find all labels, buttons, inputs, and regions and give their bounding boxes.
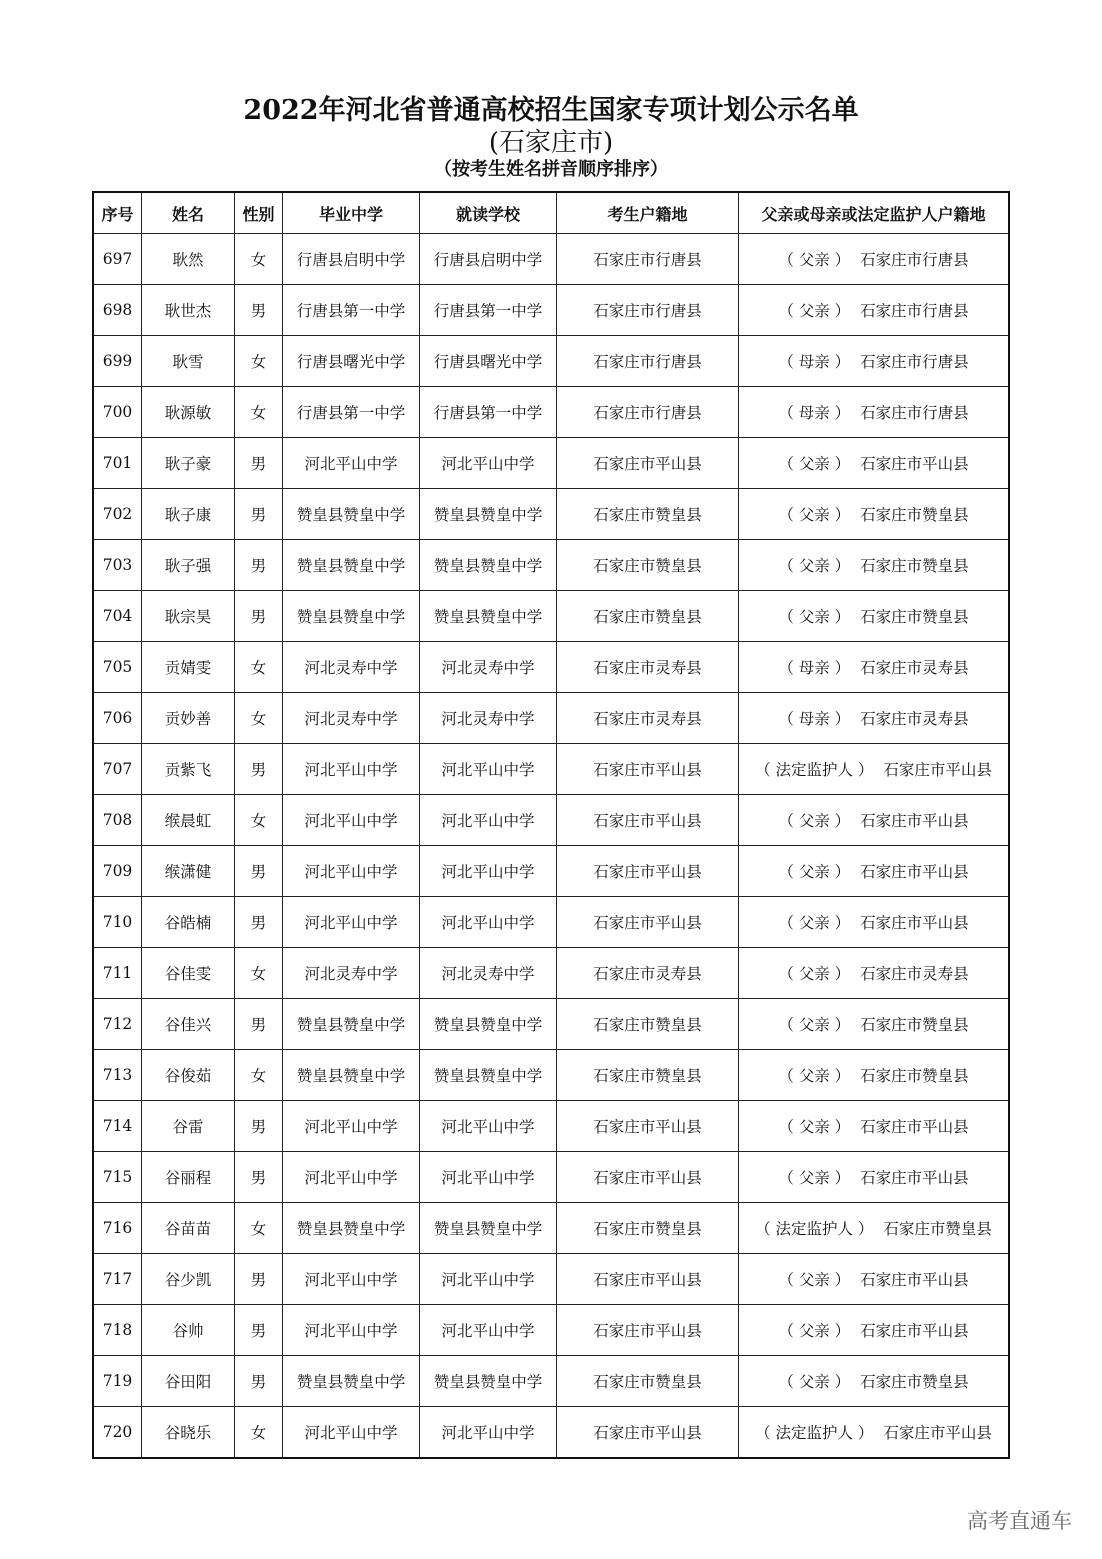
- cell-current-school: 河北平山中学: [420, 795, 557, 846]
- cell-household: 石家庄市赞皇县: [557, 1356, 739, 1407]
- guardian-place: 石家庄市行唐县: [860, 251, 969, 269]
- table-row: [93, 1152, 1009, 1203]
- sort-note: （按考生姓名拼音顺序排序）: [434, 159, 668, 180]
- cell-household: 石家庄市行唐县: [557, 336, 739, 387]
- cell-household: 石家庄市赞皇县: [557, 1203, 739, 1254]
- cell-index: 700: [93, 387, 142, 438]
- cell-index: 698: [93, 285, 142, 336]
- guardian-relation: （ 母亲 ）: [778, 404, 851, 422]
- cell-gender: 女: [235, 387, 283, 438]
- cell-guardian-household: [739, 336, 1010, 387]
- cell-name: 缑潇健: [142, 846, 235, 897]
- cell-graduated-school: 河北平山中学: [283, 1305, 420, 1356]
- guardian-place: 石家庄市赞皇县: [860, 557, 969, 575]
- cell-guardian-household: [739, 744, 1010, 795]
- cell-household: 石家庄市平山县: [557, 744, 739, 795]
- guardian-relation: （ 法定监护人 ）: [755, 1220, 874, 1238]
- cell-name: 耿世杰: [142, 285, 235, 336]
- cell-guardian-household: [739, 591, 1010, 642]
- guardian-relation: （ 父亲 ）: [778, 965, 851, 983]
- cell-graduated-school: 赞皇县赞皇中学: [283, 1050, 420, 1101]
- cell-graduated-school: 河北平山中学: [283, 846, 420, 897]
- guardian-place: 石家庄市灵寿县: [860, 965, 969, 983]
- cell-gender: 男: [235, 846, 283, 897]
- cell-index: 709: [93, 846, 142, 897]
- guardian-place: 石家庄市平山县: [860, 1322, 969, 1340]
- table-row: [93, 744, 1009, 795]
- guardian-relation: （ 父亲 ）: [778, 914, 851, 932]
- cell-index: 711: [93, 948, 142, 999]
- cell-name: 耿子豪: [142, 438, 235, 489]
- cell-gender: 男: [235, 1254, 283, 1305]
- cell-guardian-household: [739, 999, 1010, 1050]
- cell-gender: 男: [235, 1152, 283, 1203]
- cell-current-school: 河北平山中学: [420, 744, 557, 795]
- header-index: 序号: [93, 192, 142, 234]
- cell-name: 耿雪: [142, 336, 235, 387]
- cell-guardian-household: [739, 1101, 1010, 1152]
- guardian-place: 石家庄市平山县: [860, 812, 969, 830]
- guardian-relation: （ 父亲 ）: [778, 1169, 851, 1187]
- cell-graduated-school: 行唐县启明中学: [283, 234, 420, 285]
- header-guardian-household: 父亲或母亲或法定监护人户籍地: [739, 192, 1010, 234]
- cell-graduated-school: 河北灵寿中学: [283, 948, 420, 999]
- table-row: [93, 999, 1009, 1050]
- cell-guardian-household: [739, 234, 1010, 285]
- cell-index: 715: [93, 1152, 142, 1203]
- cell-current-school: 行唐县第一中学: [420, 387, 557, 438]
- table-row: [93, 1305, 1009, 1356]
- cell-name: 谷俊茹: [142, 1050, 235, 1101]
- guardian-place: 石家庄市灵寿县: [860, 659, 969, 677]
- cell-name: 谷少凯: [142, 1254, 235, 1305]
- cell-graduated-school: 河北平山中学: [283, 1407, 420, 1459]
- cell-gender: 男: [235, 1305, 283, 1356]
- table-row: [93, 642, 1009, 693]
- cell-current-school: 赞皇县赞皇中学: [420, 1203, 557, 1254]
- cell-name: 谷帅: [142, 1305, 235, 1356]
- cell-current-school: 赞皇县赞皇中学: [420, 591, 557, 642]
- cell-household: 石家庄市平山县: [557, 1407, 739, 1459]
- cell-household: 石家庄市平山县: [557, 795, 739, 846]
- guardian-place: 石家庄市行唐县: [860, 404, 969, 422]
- table-row: [93, 438, 1009, 489]
- cell-gender: 女: [235, 948, 283, 999]
- table-row: [93, 1101, 1009, 1152]
- guardian-place: 石家庄市平山县: [860, 914, 969, 932]
- cell-index: 706: [93, 693, 142, 744]
- cell-guardian-household: [739, 285, 1010, 336]
- cell-household: 石家庄市行唐县: [557, 285, 739, 336]
- cell-household: 石家庄市赞皇县: [557, 1050, 739, 1101]
- cell-household: 石家庄市赞皇县: [557, 591, 739, 642]
- guardian-relation: （ 母亲 ）: [778, 710, 851, 728]
- cell-guardian-household: [739, 1407, 1010, 1459]
- cell-gender: 男: [235, 438, 283, 489]
- cell-graduated-school: 赞皇县赞皇中学: [283, 591, 420, 642]
- cell-current-school: 赞皇县赞皇中学: [420, 999, 557, 1050]
- cell-gender: 男: [235, 489, 283, 540]
- guardian-relation: （ 父亲 ）: [778, 1271, 851, 1289]
- guardian-place: 石家庄市赞皇县: [860, 1016, 969, 1034]
- cell-current-school: 河北平山中学: [420, 438, 557, 489]
- cell-household: 石家庄市行唐县: [557, 234, 739, 285]
- document-title: 2022年河北省普通高校招生国家专项计划公示名单: [243, 95, 859, 126]
- cell-name: 耿源敏: [142, 387, 235, 438]
- cell-guardian-household: [739, 438, 1010, 489]
- cell-graduated-school: 河北平山中学: [283, 744, 420, 795]
- cell-guardian-household: [739, 1305, 1010, 1356]
- cell-index: 714: [93, 1101, 142, 1152]
- cell-name: 谷晓乐: [142, 1407, 235, 1459]
- cell-gender: 女: [235, 336, 283, 387]
- cell-household: 石家庄市赞皇县: [557, 999, 739, 1050]
- cell-index: 717: [93, 1254, 142, 1305]
- guardian-place: 石家庄市平山县: [883, 761, 992, 779]
- cell-graduated-school: 河北平山中学: [283, 1254, 420, 1305]
- guardian-relation: （ 父亲 ）: [778, 812, 851, 830]
- header-graduated-school: 毕业中学: [283, 192, 420, 234]
- guardian-place: 石家庄市平山县: [860, 1118, 969, 1136]
- table-row: [93, 285, 1009, 336]
- cell-household: 石家庄市赞皇县: [557, 489, 739, 540]
- cell-index: 703: [93, 540, 142, 591]
- guardian-place: 石家庄市平山县: [860, 863, 969, 881]
- guardian-relation: （ 父亲 ）: [778, 1373, 851, 1391]
- cell-index: 705: [93, 642, 142, 693]
- cell-gender: 男: [235, 591, 283, 642]
- cell-guardian-household: [739, 540, 1010, 591]
- table-row: [93, 948, 1009, 999]
- cell-guardian-household: [739, 693, 1010, 744]
- cell-current-school: 行唐县第一中学: [420, 285, 557, 336]
- cell-name: 谷苗苗: [142, 1203, 235, 1254]
- cell-current-school: 行唐县启明中学: [420, 234, 557, 285]
- guardian-place: 石家庄市平山县: [860, 1169, 969, 1187]
- guardian-relation: （ 父亲 ）: [778, 608, 851, 626]
- table-row: [93, 897, 1009, 948]
- cell-current-school: 河北平山中学: [420, 1152, 557, 1203]
- cell-guardian-household: [739, 948, 1010, 999]
- guardian-relation: （ 父亲 ）: [778, 1016, 851, 1034]
- cell-household: 石家庄市平山县: [557, 438, 739, 489]
- cell-guardian-household: [739, 1356, 1010, 1407]
- cell-guardian-household: [739, 1152, 1010, 1203]
- cell-gender: 男: [235, 1101, 283, 1152]
- cell-index: 702: [93, 489, 142, 540]
- cell-index: 704: [93, 591, 142, 642]
- guardian-place: 石家庄市赞皇县: [860, 506, 969, 524]
- cell-current-school: 河北平山中学: [420, 1305, 557, 1356]
- cell-index: 708: [93, 795, 142, 846]
- guardian-place: 石家庄市行唐县: [860, 353, 969, 371]
- cell-gender: 男: [235, 744, 283, 795]
- cell-current-school: 河北平山中学: [420, 897, 557, 948]
- cell-index: 710: [93, 897, 142, 948]
- guardian-relation: （ 父亲 ）: [778, 506, 851, 524]
- cell-gender: 男: [235, 1356, 283, 1407]
- table-row: [93, 795, 1009, 846]
- cell-graduated-school: 河北平山中学: [283, 438, 420, 489]
- document-subtitle: (石家庄市): [488, 128, 614, 158]
- header-name: 姓名: [142, 192, 235, 234]
- cell-gender: 女: [235, 693, 283, 744]
- cell-gender: 男: [235, 999, 283, 1050]
- cell-household: 石家庄市平山县: [557, 1254, 739, 1305]
- cell-graduated-school: 行唐县第一中学: [283, 387, 420, 438]
- guardian-relation: （ 法定监护人 ）: [755, 761, 874, 779]
- cell-graduated-school: 赞皇县赞皇中学: [283, 999, 420, 1050]
- cell-guardian-household: [739, 1203, 1010, 1254]
- cell-gender: 女: [235, 1407, 283, 1459]
- table-row: [93, 846, 1009, 897]
- guardian-place: 石家庄市行唐县: [860, 302, 969, 320]
- table-row: [93, 693, 1009, 744]
- cell-name: 贡妙善: [142, 693, 235, 744]
- applicant-table: [92, 191, 1010, 1459]
- cell-graduated-school: 河北平山中学: [283, 897, 420, 948]
- cell-name: 耿子强: [142, 540, 235, 591]
- table-row: [93, 489, 1009, 540]
- cell-current-school: 行唐县曙光中学: [420, 336, 557, 387]
- table-row: [93, 1050, 1009, 1101]
- cell-current-school: 河北平山中学: [420, 1254, 557, 1305]
- cell-household: 石家庄市灵寿县: [557, 693, 739, 744]
- guardian-relation: （ 父亲 ）: [778, 1067, 851, 1085]
- cell-household: 石家庄市行唐县: [557, 387, 739, 438]
- cell-household: 石家庄市灵寿县: [557, 948, 739, 999]
- guardian-relation: （ 父亲 ）: [778, 1118, 851, 1136]
- cell-index: 716: [93, 1203, 142, 1254]
- cell-current-school: 河北平山中学: [420, 1407, 557, 1459]
- cell-name: 谷丽程: [142, 1152, 235, 1203]
- cell-graduated-school: 赞皇县赞皇中学: [283, 540, 420, 591]
- cell-guardian-household: [739, 489, 1010, 540]
- cell-graduated-school: 行唐县第一中学: [283, 285, 420, 336]
- cell-current-school: 河北平山中学: [420, 846, 557, 897]
- cell-gender: 女: [235, 642, 283, 693]
- cell-index: 697: [93, 234, 142, 285]
- cell-guardian-household: [739, 846, 1010, 897]
- guardian-place: 石家庄市赞皇县: [860, 1373, 969, 1391]
- cell-graduated-school: 河北平山中学: [283, 795, 420, 846]
- cell-household: 石家庄市赞皇县: [557, 540, 739, 591]
- cell-graduated-school: 赞皇县赞皇中学: [283, 1203, 420, 1254]
- cell-name: 耿然: [142, 234, 235, 285]
- guardian-place: 石家庄市赞皇县: [860, 608, 969, 626]
- cell-household: 石家庄市平山县: [557, 897, 739, 948]
- cell-household: 石家庄市平山县: [557, 1101, 739, 1152]
- cell-household: 石家庄市平山县: [557, 846, 739, 897]
- cell-gender: 女: [235, 795, 283, 846]
- guardian-place: 石家庄市平山县: [883, 1424, 992, 1442]
- guardian-place: 石家庄市赞皇县: [860, 1067, 969, 1085]
- cell-current-school: 河北平山中学: [420, 1101, 557, 1152]
- cell-guardian-household: [739, 387, 1010, 438]
- guardian-relation: （ 父亲 ）: [778, 1322, 851, 1340]
- cell-current-school: 赞皇县赞皇中学: [420, 489, 557, 540]
- table-row: [93, 234, 1009, 285]
- cell-gender: 女: [235, 1050, 283, 1101]
- cell-graduated-school: 河北灵寿中学: [283, 693, 420, 744]
- cell-name: 谷田阳: [142, 1356, 235, 1407]
- cell-current-school: 赞皇县赞皇中学: [420, 540, 557, 591]
- cell-name: 谷皓楠: [142, 897, 235, 948]
- cell-index: 720: [93, 1407, 142, 1459]
- guardian-relation: （ 父亲 ）: [778, 302, 851, 320]
- guardian-place: 石家庄市赞皇县: [883, 1220, 992, 1238]
- table-row: [93, 1407, 1009, 1459]
- cell-graduated-school: 赞皇县赞皇中学: [283, 489, 420, 540]
- cell-gender: 男: [235, 897, 283, 948]
- cell-name: 谷佳雯: [142, 948, 235, 999]
- table-header-row: [93, 192, 1009, 234]
- cell-index: 701: [93, 438, 142, 489]
- cell-gender: 女: [235, 234, 283, 285]
- cell-index: 712: [93, 999, 142, 1050]
- cell-current-school: 河北灵寿中学: [420, 642, 557, 693]
- cell-guardian-household: [739, 795, 1010, 846]
- cell-index: 699: [93, 336, 142, 387]
- cell-guardian-household: [739, 1254, 1010, 1305]
- cell-household: 石家庄市平山县: [557, 1305, 739, 1356]
- table-row: [93, 336, 1009, 387]
- cell-graduated-school: 河北灵寿中学: [283, 642, 420, 693]
- cell-graduated-school: 赞皇县赞皇中学: [283, 1356, 420, 1407]
- table-row: [93, 540, 1009, 591]
- cell-graduated-school: 河北平山中学: [283, 1152, 420, 1203]
- cell-household: 石家庄市灵寿县: [557, 642, 739, 693]
- cell-name: 谷佳兴: [142, 999, 235, 1050]
- cell-name: 贡紫飞: [142, 744, 235, 795]
- cell-index: 719: [93, 1356, 142, 1407]
- guardian-relation: （ 母亲 ）: [778, 353, 851, 371]
- cell-gender: 男: [235, 285, 283, 336]
- cell-gender: 男: [235, 540, 283, 591]
- table-row: [93, 387, 1009, 438]
- cell-name: 贡婧雯: [142, 642, 235, 693]
- guardian-relation: （ 父亲 ）: [778, 251, 851, 269]
- cell-current-school: 河北灵寿中学: [420, 948, 557, 999]
- table-row: [93, 591, 1009, 642]
- header-current-school: 就读学校: [420, 192, 557, 234]
- cell-graduated-school: 河北平山中学: [283, 1101, 420, 1152]
- guardian-place: 石家庄市平山县: [860, 1271, 969, 1289]
- cell-guardian-household: [739, 642, 1010, 693]
- guardian-relation: （ 父亲 ）: [778, 557, 851, 575]
- cell-graduated-school: 行唐县曙光中学: [283, 336, 420, 387]
- cell-index: 718: [93, 1305, 142, 1356]
- cell-index: 707: [93, 744, 142, 795]
- cell-name: 缑晨虹: [142, 795, 235, 846]
- table-row: [93, 1254, 1009, 1305]
- cell-guardian-household: [739, 897, 1010, 948]
- cell-gender: 女: [235, 1203, 283, 1254]
- cell-current-school: 赞皇县赞皇中学: [420, 1356, 557, 1407]
- cell-name: 谷雷: [142, 1101, 235, 1152]
- guardian-place: 石家庄市灵寿县: [860, 710, 969, 728]
- header-gender: 性别: [235, 192, 283, 234]
- table-row: [93, 1203, 1009, 1254]
- cell-household: 石家庄市平山县: [557, 1152, 739, 1203]
- cell-name: 耿子康: [142, 489, 235, 540]
- cell-current-school: 赞皇县赞皇中学: [420, 1050, 557, 1101]
- table-row: [93, 1356, 1009, 1407]
- cell-index: 713: [93, 1050, 142, 1101]
- guardian-place: 石家庄市平山县: [860, 455, 969, 473]
- guardian-relation: （ 母亲 ）: [778, 659, 851, 677]
- guardian-relation: （ 父亲 ）: [778, 863, 851, 881]
- watermark: 高考直通车: [967, 1509, 1072, 1533]
- guardian-relation: （ 父亲 ）: [778, 455, 851, 473]
- header-household: 考生户籍地: [557, 192, 739, 234]
- cell-guardian-household: [739, 1050, 1010, 1101]
- cell-name: 耿宗昊: [142, 591, 235, 642]
- cell-current-school: 河北灵寿中学: [420, 693, 557, 744]
- guardian-relation: （ 法定监护人 ）: [755, 1424, 874, 1442]
